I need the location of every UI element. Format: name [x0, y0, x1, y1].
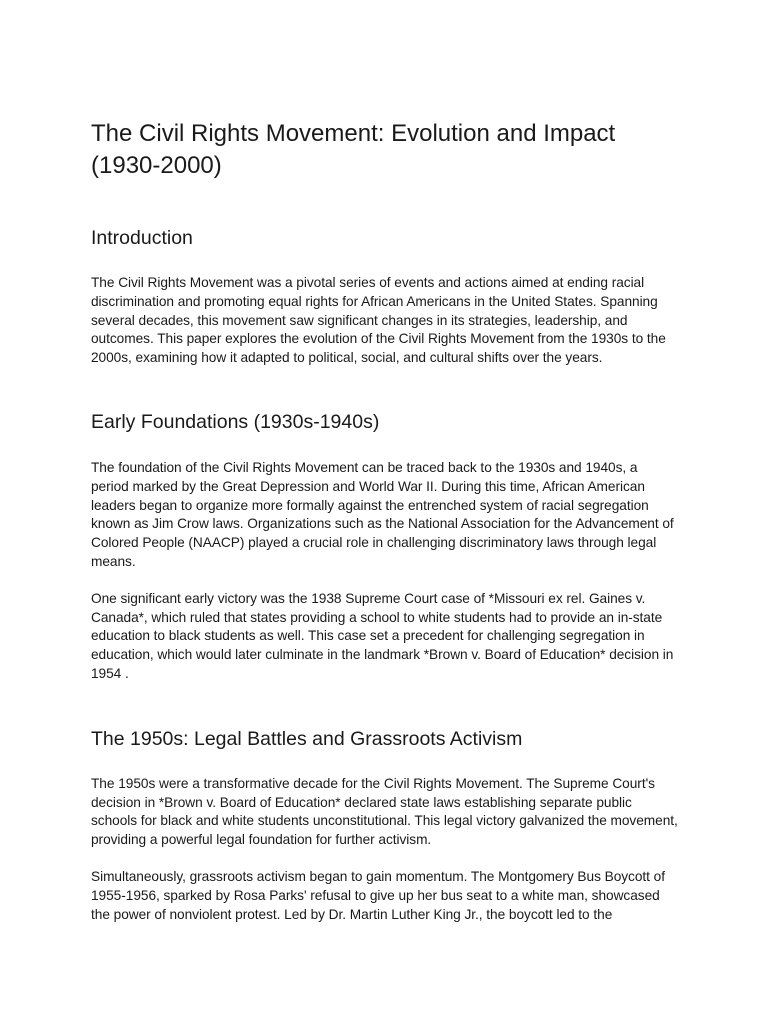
paragraph: The 1950s were a transformative decade for the Civil Rights Movement. The Supreme Court's decision in *Brown v. Board of Education* declared state laws establishing separate public schools for black and white students unconstitutional. This legal victory galvanized the movement, providing a powerful legal foundation for further activism. — [91, 775, 678, 848]
section-introduction — [91, 226, 678, 368]
section-1950s — [91, 727, 678, 925]
paragraph: Simultaneously, grassroots activism began to gain momentum. The Montgomery Bus Boycott of 1955-1956, sparked by Rosa Parks' refusal to give up her bus seat to a white man, showcased the power of nonviolent protest. Led by Dr. Martin Luther King Jr., the boycott led to the — [91, 868, 665, 922]
document-title: The Civil Rights Movement: Evolution and Impact (1930-2000) — [91, 120, 616, 179]
paragraph: The foundation of the Civil Rights Movement can be traced back to the 1930s and 1940s, a period marked by the Great Depression and World War II. During this time, African American leaders began to organize more formally against the entrenched system of racial segregation known as Jim Crow laws. Organizations such as the National Association for the Advancement of Colored People (NAACP) played a crucial role in challenging discriminatory laws through legal means. — [91, 459, 674, 569]
section-heading: Introduction — [91, 227, 193, 249]
paragraph: The Civil Rights Movement was a pivotal series of events and actions aimed at ending racial discrimination and promoting equal rights for African Americans in the United States. Spanning several decades, this movement saw significant changes in its strategies, leadership, and outcomes. This paper explores the evolution of the Civil Rights Movement from the 1930s to the 2000s, examining how it adapted to political, social, and cultural shifts over the years. — [91, 275, 666, 366]
section-heading: Early Foundations (1930s-1940s) — [91, 410, 380, 433]
paragraph: One significant early victory was the 1938 Supreme Court case of *Missouri ex rel. Gaines v. Canada*, which ruled that states providing a school to white students had to provide an in-state education to black students as well. This case set a precedent for challenging segregation in education, which would later culminate in the landmark *Brown v. Board of Education* decision in 1954 . — [91, 590, 674, 681]
section-early-foundations — [91, 410, 678, 684]
section-heading: The 1950s: Legal Battles and Grassroots Activism — [91, 727, 523, 750]
